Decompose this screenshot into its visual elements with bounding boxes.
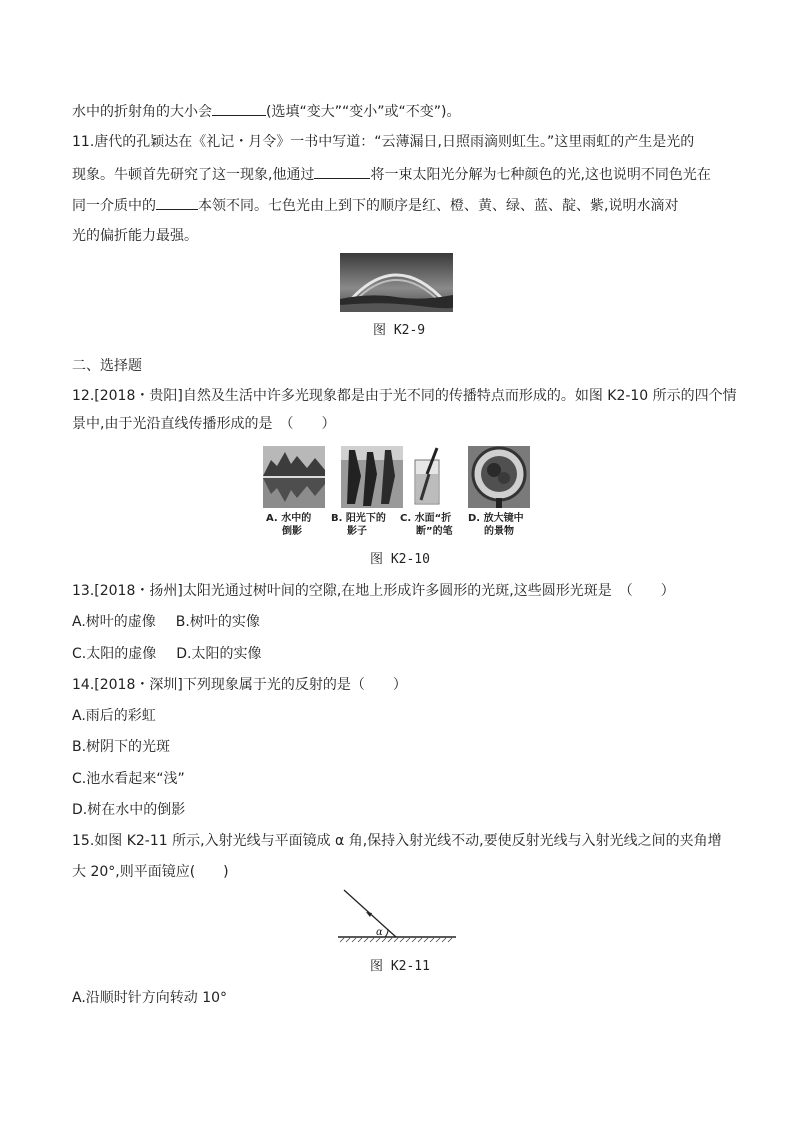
answer-blank[interactable]: [314, 164, 370, 179]
option-label-c: C. 水面“折 断”的笔: [400, 513, 453, 537]
q11-line1: 11.唐代的孔颖达在《礼记・月令》一书中写道：“云薄漏日,日照雨滴则虹生。”这里雨虹的产生是光的: [72, 134, 695, 150]
q11-line2: 现象。牛顿首先研究了这一现象,他通过 将一束太阳光分解为七种颜色的光,这也说明不同色光在: [72, 164, 711, 185]
mirror-hatching: [340, 938, 452, 942]
option-label-b: B. 阳光下的 影子: [331, 513, 386, 537]
q14-stem: 14.[2018・深圳]下列现象属于光的反射的是（ ）: [72, 677, 407, 693]
angle-arc: [385, 929, 388, 937]
figure-caption-k2-11: 图 K2-11: [370, 959, 430, 974]
answer-blank[interactable]: [156, 195, 198, 210]
mirror-diagram: [338, 888, 456, 944]
figure-caption-k2-10: 图 K2-10: [370, 552, 430, 567]
q13-options-row1: [72, 612, 260, 632]
option-c[interactable]: C.太阳的虚像: [72, 646, 157, 662]
pencil-in-water-photo: [407, 446, 447, 508]
option-b[interactable]: B.树阴下的光斑: [72, 739, 171, 755]
arrow-icon: [366, 912, 372, 917]
magnifier-photo: [468, 446, 530, 508]
q11-line3: 同一介质中的 本领不同。七色光由上到下的顺序是红、橙、黄、绿、蓝、靛、紫,说明水滴对: [72, 195, 678, 216]
q11-line4: 光的偏折能力最强。: [72, 228, 198, 244]
option-c[interactable]: C.池水看起来“浅”: [72, 771, 185, 787]
rainbow-photo: [340, 253, 453, 312]
option-b[interactable]: B.树叶的实像: [175, 614, 260, 630]
q13-options-row2: [72, 644, 261, 664]
q10-tail: 水中的折射角的大小会 (选填“变大”“变小”或“不变”)。: [72, 101, 460, 122]
section-title: 二、选择题: [72, 358, 142, 374]
q15-line1: 15.如图 K2-11 所示,入射光线与平面镜成 α 角,保持入射光线不动,要使反射光线与入射光线之间的夹角增: [72, 833, 722, 849]
option-label-a: A. 水中的 倒影: [266, 513, 312, 537]
option-d[interactable]: D.树在水中的倒影: [72, 802, 186, 818]
option-d[interactable]: D.太阳的实像: [176, 646, 262, 662]
q13-stem: 13.[2018・扬州]太阳光通过树叶间的空隙,在地上形成许多圆形的光斑,这些圆形光斑是 （ ）: [72, 583, 675, 599]
reflection-photo: [263, 446, 325, 508]
figure-caption-k2-9: 图 K2-9: [373, 323, 426, 338]
option-a[interactable]: A.沿顺时针方向转动 10°: [72, 990, 228, 1006]
option-a[interactable]: A.雨后的彩虹: [72, 708, 156, 724]
shadow-photo: [341, 446, 403, 508]
option-label-d: D. 放大镜中 的景物: [468, 513, 524, 537]
answer-blank[interactable]: [212, 101, 266, 116]
q12-line1: 12.[2018・贵阳]自然及生活中许多光现象都是由于光不同的传播特点而形成的。如图 K2-10 所示的四个情: [72, 388, 737, 404]
option-a[interactable]: A.树叶的虚像: [72, 614, 156, 630]
angle-label: α: [376, 927, 383, 938]
incident-ray-diagram: [338, 888, 456, 944]
q12-line2: 景中,由于光沿直线传播形成的是 （ ）: [72, 416, 336, 432]
q15-line2: 大 20°,则平面镜应( ): [72, 864, 229, 880]
